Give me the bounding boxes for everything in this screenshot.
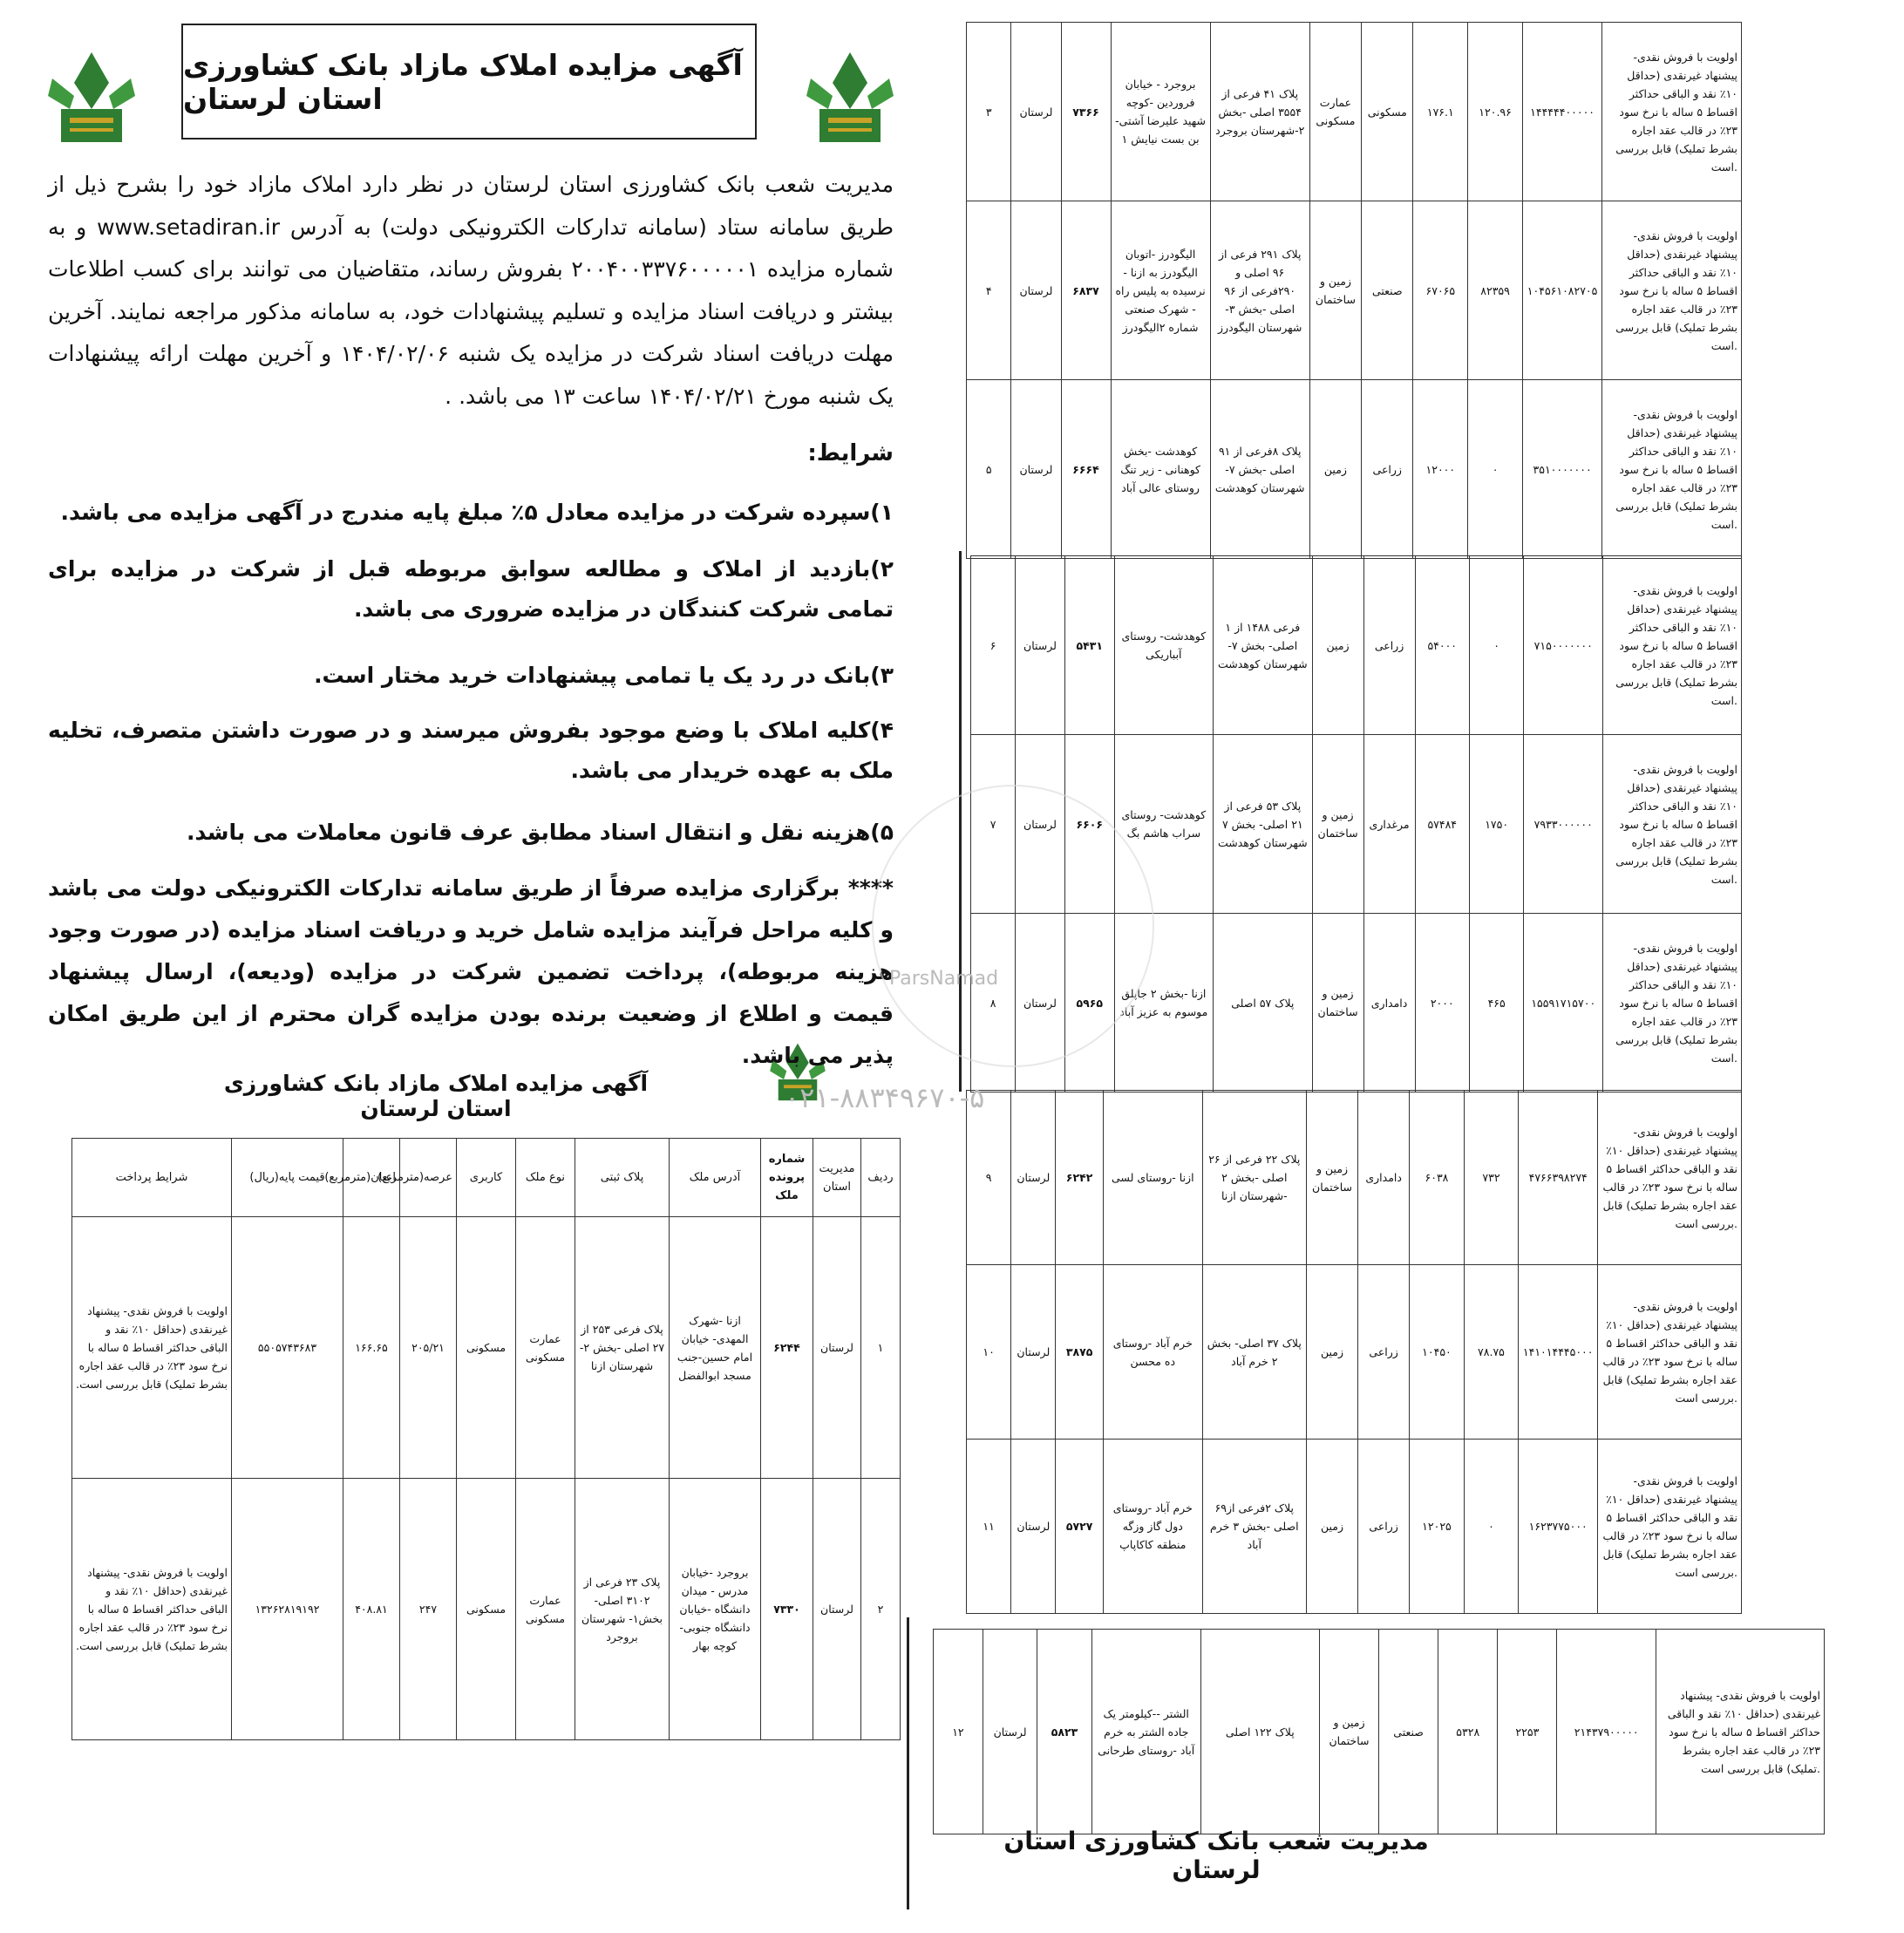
- cell-use: زراعی: [1362, 380, 1413, 559]
- cell-type: زمین: [1312, 556, 1363, 735]
- cell-arse: ۱۲۰۰۰: [1413, 380, 1468, 559]
- cell-prov: لرستان: [1011, 1091, 1056, 1265]
- condition-item: ۴)کلیه املاک با وضع موجود بفروش میرسند و در صورت داشتن متصرف، تخلیه ملک به عهده خریدار می باشد.: [48, 718, 894, 783]
- payment-terms-cell: اولویت با فروش نقدی- پیشنهاد غیرنقدی (حداقل ۱۰٪ نقد و الباقی حداکثر اقساط ۵ ساله با نرخ سود ۲۳٪ در قالب عقد اجاره بشرط تملیک) قابل بررسی است.: [1602, 201, 1742, 380]
- cell-ayan: ۱۲۰.۹۶: [1468, 23, 1523, 201]
- payment-terms-cell: اولویت با فروش نقدی- پیشنهاد غیرنقدی (حداقل ۱۰٪ نقد و الباقی حداکثر اقساط ۵ ساله با نرخ سود ۲۳٪ در قالب عقد اجاره بشرط تملیک) قابل بررسی است.: [1603, 556, 1742, 735]
- table-row: [72, 1479, 901, 1740]
- cell-file: ۵۹۶۵: [1064, 914, 1114, 1092]
- cell-price: ۱۵۵۹۱۷۱۵۷۰۰: [1524, 914, 1603, 1092]
- cell-plak: پلاک ۵۳ فرعی از ۲۱ اصلی- بخش ۷ شهرستان کوهدشت: [1214, 735, 1312, 914]
- table-body: [967, 1091, 1742, 1614]
- cell-type: زمین و ساختمان: [1312, 735, 1363, 914]
- cell-use: زراعی: [1358, 1265, 1410, 1440]
- property-table-right-a: [966, 22, 1742, 559]
- cell-arse: ۶۰۳۸: [1410, 1091, 1465, 1265]
- page-title-text: آگهی مزایده املاک مازاد بانک کشاورزی استان لرستان: [183, 47, 743, 116]
- cell-use: مسکونی: [1362, 23, 1413, 201]
- cell-n: ۳: [967, 23, 1011, 201]
- condition-item: ۵)هزینه نقل و انتقال اسناد مطابق عرف قانون معاملات می باشد.: [186, 820, 894, 845]
- cell-n: ۱۰: [967, 1265, 1011, 1440]
- frame-line: [907, 1617, 909, 1909]
- cell-type: زمین و ساختمان: [1306, 1091, 1357, 1265]
- cell-n: ۲: [861, 1479, 901, 1740]
- cell-file: ۶۶۶۴: [1061, 380, 1111, 559]
- cell-type: زمین: [1309, 380, 1361, 559]
- cell-ayan: ۰: [1464, 1440, 1519, 1614]
- header-cell: آدرس ملک: [670, 1139, 761, 1217]
- cell-price: ۴۷۶۶۳۹۸۲۷۴: [1519, 1091, 1598, 1265]
- cell-use: مسکونی: [457, 1479, 516, 1740]
- cell-plak: پلاک ۱۲۲ اصلی: [1200, 1630, 1319, 1834]
- cell-plak: پلاک ۳۷ اصلی- بخش ۲ خرم آباد: [1202, 1265, 1306, 1440]
- payment-terms-cell: اولویت با فروش نقدی- پیشنهاد غیرنقدی (حداقل ۱۰٪ نقد و الباقی حداکثر اقساط ۵ ساله با نرخ سود ۲۳٪ در قالب عقد اجاره بشرط تملیک) قابل بررسی است.: [1598, 1440, 1742, 1614]
- table-row: [72, 1217, 901, 1479]
- cell-addr: بروجرد -خیابان مدرس - میدان دانشگاه -خیابان دانشگاه جنوبی- کوچه بهار: [670, 1479, 761, 1740]
- cell-ayan: ۱۶۶.۶۵: [343, 1217, 400, 1479]
- payment-terms-cell: اولویت با فروش نقدی- پیشنهاد غیرنقدی (حداقل ۱۰٪ نقد و الباقی حداکثر اقساط ۵ ساله با نرخ سود ۲۳٪ در قالب عقد اجاره بشرط تملیک) قابل بررسی است.: [1603, 914, 1742, 1092]
- cell-ayan: ۸۲۳۵۹: [1468, 201, 1523, 380]
- conditions-heading: شرایط:: [807, 440, 894, 466]
- cell-addr: خرم آباد -روستای ده محسن: [1103, 1265, 1202, 1440]
- cell-addr: ازنا -بخش ۲ جاپلق موسوم به عزیز آباد: [1114, 914, 1213, 1092]
- cell-prov: لرستان: [1011, 201, 1061, 380]
- cell-addr: کوهدشت -بخش کوهنانی - زیر تنگ روستای عالی آباد: [1111, 380, 1210, 559]
- payment-terms-cell: اولویت با فروش نقدی- پیشنهاد غیرنقدی (حداقل ۱۰٪ نقد و الباقی حداکثر اقساط ۵ ساله با نرخ سود ۲۳٪ در قالب عقد اجاره بشرط تملیک) قابل بررسی است.: [1603, 735, 1742, 914]
- cell-addr: الشتر --کیلومتر یک جاده الشتر به خرم آباد -روستای طرحانی: [1091, 1630, 1200, 1834]
- cell-arse: ۲۴۷: [400, 1479, 457, 1740]
- property-table-left: [71, 1138, 901, 1740]
- cell-file: ۶۲۴۲: [1056, 1091, 1104, 1265]
- cell-type: زمین و ساختمان: [1309, 201, 1361, 380]
- cell-price: ۷۱۵۰۰۰۰۰۰۰: [1524, 556, 1603, 735]
- property-table-right-c: [966, 1090, 1742, 1614]
- table-body: [967, 23, 1742, 559]
- cell-plak: پلاک ۴۱ فرعی از ۳۵۵۴ اصلی -بخش ۲-شهرستان بروجرد: [1210, 23, 1309, 201]
- cell-use: زراعی: [1363, 556, 1415, 735]
- cell-price: ۱۳۲۶۲۸۱۹۱۹۲: [232, 1479, 343, 1740]
- cell-n: ۱۲: [934, 1630, 983, 1834]
- cell-ayan: ۴۰۸.۸۱: [343, 1479, 400, 1740]
- header-cell: عرصه(مترمربع): [400, 1139, 457, 1217]
- cell-n: ۹: [967, 1091, 1011, 1265]
- header-cell: قیمت پایه(ریال): [232, 1139, 343, 1217]
- payment-terms-cell: اولویت با فروش نقدی- پیشنهاد غیرنقدی (حداقل ۱۰٪ نقد و الباقی حداکثر اقساط ۵ ساله با نرخ سود ۲۳٪ در قالب عقد اجاره بشرط تملیک) قابل بررسی است.: [1602, 380, 1742, 559]
- cell-type: زمین: [1306, 1265, 1357, 1440]
- condition-note: **** برگزاری مزایده صرفاً از طریق سامانه تدارکات الکترونیکی دولت می باشد و کلیه مراحل فرآیند مزایده شامل خرید و دریافت اسناد مزایده (در صورت وجود هزینه مربوطه)، پرداخت تضمین شرکت در مزایده (ودیعه)، ارسال پیشنهاد قیمت و اطلاع از وضعیت برنده بودن مزایده گران محترم از این طریق امکان پذیر می باشد.: [48, 875, 894, 1068]
- table-row: [967, 201, 1742, 380]
- bank-logo-icon: [802, 48, 898, 148]
- header-cell: مدیریت استان: [813, 1139, 861, 1217]
- payment-terms-cell: اولویت با فروش نقدی- پیشنهاد غیرنقدی (حداقل ۱۰٪ نقد و الباقی حداکثر اقساط ۵ ساله با نرخ سود ۲۳٪ در قالب عقد اجاره بشرط تملیک) قابل بررسی است.: [72, 1217, 232, 1479]
- cell-price: ۷۹۳۳۰۰۰۰۰۰: [1524, 735, 1603, 914]
- cell-price: ۱۰۴۵۶۱۰۸۲۷۰۵: [1522, 201, 1601, 380]
- intro-text: مدیریت شعب بانک کشاورزی استان لرستان در نظر دارد املاک مازاد خود را بشرح ذیل از طریق سامانه ستاد (سامانه تدارکات الکترونیکی دولت) به آدرس www.setadiran.ir و به شماره مزایده ۲۰۰۴۰۰۳۳۷۶۰۰۰۰۰۱ بفروش رساند، متقاضیان می توانند برای کسب اطلاعات بیشتر و دریافت اسناد مزایده و تسلیم پیشنهادات خود، به سامانه مذکور مراجعه نمایند. آخرین مهلت دریافت اسناد شرکت در مزایده یک شنبه ۱۴۰۴/۰۲/۰۶ و آخرین مهلت ارائه پیشنهادات یک شنبه مورخ ۱۴۰۴/۰۲/۲۱ ساعت ۱۳ می باشد. .: [48, 172, 894, 409]
- cell-ayan: ۷۸.۷۵: [1464, 1265, 1519, 1440]
- cell-use: صنعتی: [1379, 1630, 1438, 1834]
- cell-file: ۶۸۳۷: [1061, 201, 1111, 380]
- footer-signature: مدیریت شعب بانک کشاورزی استان لرستان: [1003, 1827, 1429, 1884]
- condition-item: ۲)بازدید از املاک و مطالعه سوابق مربوطه قبل از شرکت در مزایده برای تمامی شرکت کنندگان در مزایده ضروری می باشد.: [48, 556, 894, 622]
- cell-ayan: ۰: [1469, 556, 1523, 735]
- table-header-row: [72, 1139, 901, 1217]
- cell-arse: ۶۷۰۶۵: [1413, 201, 1468, 380]
- cell-file: ۵۴۳۱: [1064, 556, 1114, 735]
- cell-use: مسکونی: [457, 1217, 516, 1479]
- cell-type: عمارت مسکونی: [516, 1217, 575, 1479]
- cell-arse: ۲۰۰۰: [1415, 914, 1469, 1092]
- cell-addr: کوهدشت- روستای آبباریکی: [1114, 556, 1213, 735]
- cell-price: ۵۵۰۵۷۴۳۶۸۳: [232, 1217, 343, 1479]
- cell-plak: پلاک فرعی ۲۵۳ از ۲۷ اصلی -بخش ۲- شهرستان ازنا: [575, 1217, 670, 1479]
- cell-type: عمارت مسکونی: [516, 1479, 575, 1740]
- table-row: [934, 1630, 1825, 1834]
- cell-file: ۵۸۲۳: [1037, 1630, 1091, 1834]
- table-body: [934, 1630, 1825, 1834]
- cell-ayan: ۴۶۵: [1469, 914, 1523, 1092]
- cell-prov: لرستان: [1011, 1440, 1056, 1614]
- payment-terms-cell: اولویت با فروش نقدی- پیشنهاد غیرنقدی (حداقل ۱۰٪ نقد و الباقی حداکثر اقساط ۵ ساله با نرخ سود ۲۳٪ در قالب عقد اجاره بشرط تملیک) قابل بررسی است.: [1598, 1091, 1742, 1265]
- cell-file: ۶۶۰۶: [1064, 735, 1114, 914]
- cell-plak: فرعی ۱۴۸۸ از ۱ اصلی- بخش ۷- شهرستان کوهدشت: [1214, 556, 1312, 735]
- cell-plak: پلاک ۸فرعی از ۹۱ اصلی -بخش ۷- شهرستان کوهدشت: [1210, 380, 1309, 559]
- property-table-right-d: [933, 1629, 1825, 1834]
- cell-type: عمارت مسکونی: [1309, 23, 1361, 201]
- header-cell: ردیف: [861, 1139, 901, 1217]
- cell-addr: الیگودرز -اتوبان الیگودرز به ازنا - نرسیده به پلیس راه - شهرک صنعتی شماره ۲الیگودرز: [1111, 201, 1210, 380]
- payment-terms-cell: اولویت با فروش نقدی- پیشنهاد غیرنقدی (حداقل ۱۰٪ نقد و الباقی حداکثر اقساط ۵ ساله با نرخ سود ۲۳٪ در قالب عقد اجاره بشرط تملیک) قابل بررسی است.: [1602, 23, 1742, 201]
- cell-price: ۱۴۴۴۴۴۰۰۰۰۰: [1522, 23, 1601, 201]
- cell-addr: ازنا -روستای لسی: [1103, 1091, 1202, 1265]
- table-row: [967, 380, 1742, 559]
- cell-n: ۷: [971, 735, 1016, 914]
- header-cell: شرایط پرداخت: [72, 1139, 232, 1217]
- cell-file: ۳۸۷۵: [1056, 1265, 1104, 1440]
- cell-n: ۵: [967, 380, 1011, 559]
- cell-use: دامداری: [1358, 1091, 1410, 1265]
- cell-n: ۱: [861, 1217, 901, 1479]
- watermark-phone: ۰۲۱-۸۸۳۴۹۶۷۰-۵: [785, 1081, 985, 1114]
- condition-item: ۱)سپرده شرکت در مزایده معادل ۵٪ مبلغ پایه مندرج در آگهی مزایده می باشد.: [60, 500, 894, 525]
- cell-prov: لرستان: [1011, 23, 1061, 201]
- cell-prov: لرستان: [1016, 914, 1065, 1092]
- condition-item: ۳)بانک در رد یک یا تمامی پیشنهادات خرید مختار است.: [314, 663, 894, 688]
- cell-arse: ۱۰۴۵۰: [1410, 1265, 1465, 1440]
- cell-use: دامداری: [1363, 914, 1415, 1092]
- intro-paragraph: [48, 164, 894, 418]
- cell-price: ۱۴۱۰۱۴۴۴۵۰۰۰: [1519, 1265, 1598, 1440]
- cell-price: ۳۵۱۰۰۰۰۰۰۰: [1522, 380, 1601, 559]
- header-cell: اعیان(مترمربع): [343, 1139, 400, 1217]
- cell-n: ۶: [971, 556, 1016, 735]
- cell-use: زراعی: [1358, 1440, 1410, 1614]
- table-row: [967, 1091, 1742, 1265]
- cell-arse: ۱۲۰۲۵: [1410, 1440, 1465, 1614]
- watermark-seal: [872, 785, 1154, 1067]
- payment-terms-cell: اولویت با فروش نقدی- پیشنهاد غیرنقدی (حداقل ۱۰٪ نقد و الباقی حداکثر اقساط ۵ ساله با نرخ سود ۲۳٪ در قالب عقد اجاره بشرط تملیک) قابل بررسی است.: [1598, 1265, 1742, 1440]
- cell-plak: پلاک ۲۳ فرعی از ۳۱۰۲ اصلی- بخش۱- شهرستان بروجرد: [575, 1479, 670, 1740]
- table-body: [72, 1217, 901, 1740]
- cell-arse: ۲۰۵/۲۱: [400, 1217, 457, 1479]
- cell-ayan: ۷۳۲: [1464, 1091, 1519, 1265]
- cell-plak: پلاک ۲۲ فرعی از ۲۶ اصلی -بخش ۲ -شهرستان ازنا: [1202, 1091, 1306, 1265]
- cell-arse: ۵۳۲۸: [1438, 1630, 1498, 1834]
- table-row: [971, 556, 1742, 735]
- cell-arse: ۵۴۰۰۰: [1415, 556, 1469, 735]
- cell-plak: پلاک ۲فرعی از۶۹ اصلی -بخش ۳ خرم آباد: [1202, 1440, 1306, 1614]
- table-subtitle: آگهی مزایده املاک مازاد بانک کشاورزی استان لرستان: [223, 1071, 649, 1121]
- header-cell: شماره پرونده ملک: [761, 1139, 813, 1217]
- cell-file: ۶۲۴۴: [761, 1217, 813, 1479]
- cell-addr: بروجرد - خیابان فروردین -کوچه شهید علیرضا آشتی- بن بست نیایش ۱: [1111, 23, 1210, 201]
- cell-type: زمین: [1306, 1440, 1357, 1614]
- table-row: [967, 23, 1742, 201]
- cell-prov: لرستان: [1011, 1265, 1056, 1440]
- cell-ayan: ۲۲۵۳: [1498, 1630, 1557, 1834]
- page-title: [181, 24, 757, 140]
- payment-terms-cell: اولویت با فروش نقدی- پیشنهاد غیرنقدی (حداقل ۱۰٪ نقد و الباقی حداکثر اقساط ۵ ساله با نرخ سود ۲۳٪ در قالب عقد اجاره بشرط تملیک) قابل بررسی است.: [1656, 1630, 1824, 1834]
- cell-type: زمین و ساختمان: [1312, 914, 1363, 1092]
- cell-file: ۵۷۲۷: [1056, 1440, 1104, 1614]
- header-cell: نوع ملک: [516, 1139, 575, 1217]
- cell-prov: لرستان: [1016, 735, 1065, 914]
- cell-file: ۷۳۳۰: [761, 1479, 813, 1740]
- cell-prov: لرستان: [813, 1217, 861, 1479]
- cell-addr: خرم آباد -روستای دول گاز وزگه منطقه کاکاپاپ: [1103, 1440, 1202, 1614]
- cell-use: مرغداری: [1363, 735, 1415, 914]
- cell-addr: کوهدشت- روستای سراب هاشم بگ: [1114, 735, 1213, 914]
- cell-plak: پلاک ۲۹۱ فرعی از ۹۶ اصلی و ۲۹۰فرعی از ۹۶ اصلی -بخش ۳- شهرستان الیگودرز: [1210, 201, 1309, 380]
- bank-logo-icon: [44, 48, 139, 148]
- header-cell: پلاک ثبتی: [575, 1139, 670, 1217]
- cell-n: ۴: [967, 201, 1011, 380]
- cell-price: ۲۱۴۳۷۹۰۰۰۰۰: [1557, 1630, 1656, 1834]
- cell-n: ۸: [971, 914, 1016, 1092]
- cell-addr: ازنا -شهرک المهدی- خیابان امام حسین-جنب مسجد ابوالفضل: [670, 1217, 761, 1479]
- cell-prov: لرستان: [1016, 556, 1065, 735]
- cell-file: ۷۳۶۶: [1061, 23, 1111, 201]
- cell-ayan: ۰: [1468, 380, 1523, 559]
- table-row: [967, 1265, 1742, 1440]
- cell-arse: ۱۷۶.۱: [1413, 23, 1468, 201]
- table-row: [967, 1440, 1742, 1614]
- payment-terms-cell: اولویت با فروش نقدی- پیشنهاد غیرنقدی (حداقل ۱۰٪ نقد و الباقی حداکثر اقساط ۵ ساله با نرخ سود ۲۳٪ در قالب عقد اجاره بشرط تملیک) قابل بررسی است.: [72, 1479, 232, 1740]
- cell-ayan: ۱۷۵۰: [1469, 735, 1523, 914]
- cell-prov: لرستان: [983, 1630, 1037, 1834]
- cell-arse: ۵۷۴۸۴: [1415, 735, 1469, 914]
- cell-use: صنعتی: [1362, 201, 1413, 380]
- cell-prov: لرستان: [1011, 380, 1061, 559]
- watermark-brand: ParsNamad: [889, 968, 999, 990]
- cell-n: ۱۱: [967, 1440, 1011, 1614]
- cell-price: ۱۶۲۳۷۷۵۰۰۰: [1519, 1440, 1598, 1614]
- cell-plak: پلاک ۵۷ اصلی: [1214, 914, 1312, 1092]
- cell-prov: لرستان: [813, 1479, 861, 1740]
- cell-type: زمین و ساختمان: [1319, 1630, 1378, 1834]
- header-cell: کاربری: [457, 1139, 516, 1217]
